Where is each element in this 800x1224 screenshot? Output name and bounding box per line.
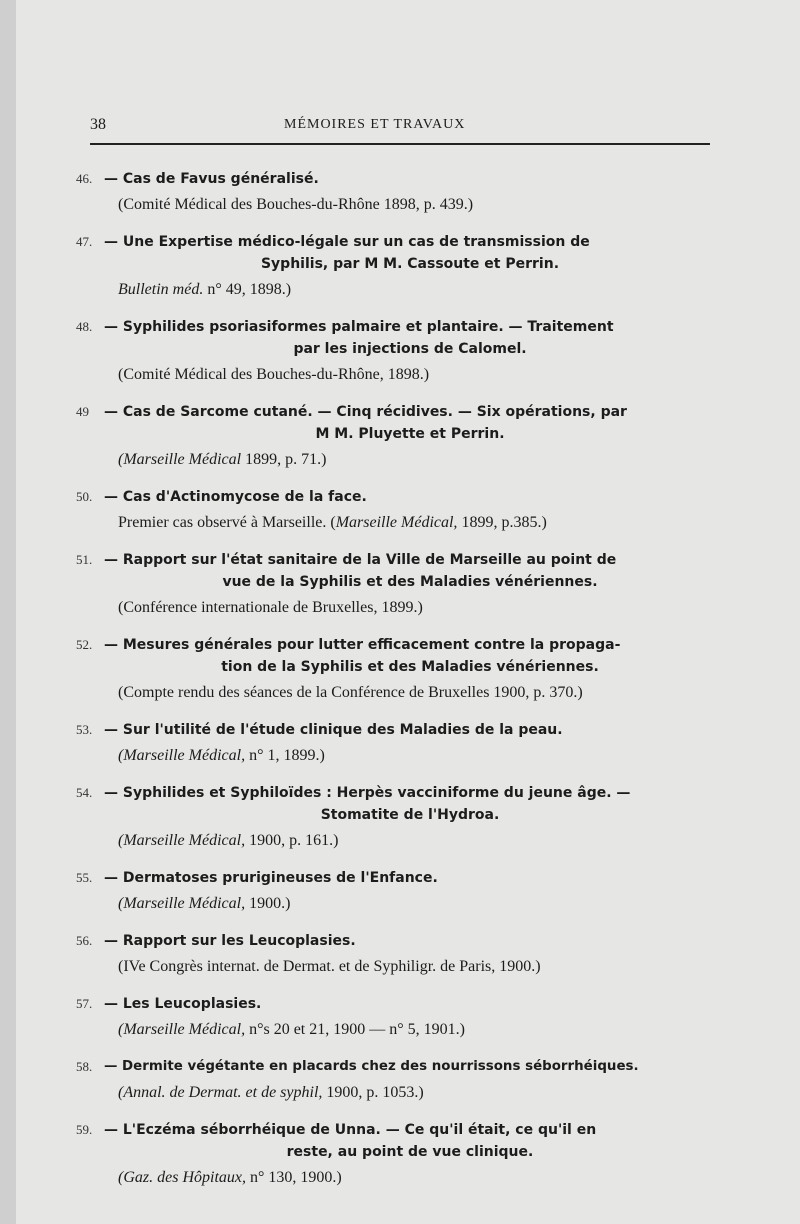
list-item — [76, 401, 716, 472]
entry-title-continuation: M M. Pluyette et Perrin. — [315, 426, 505, 442]
journal-name: (Marseille Médical, — [118, 895, 246, 912]
entry-number: 58. — [76, 1059, 93, 1074]
list-item — [76, 867, 716, 916]
journal-name: (Gaz. des Hôpitaux, — [118, 1169, 246, 1186]
entry-number: 52. — [76, 637, 93, 652]
journal-name: (Marseille Médical, — [118, 747, 246, 764]
citation-details: 1899, p. 71.) — [241, 451, 327, 468]
entry-reference — [118, 1165, 716, 1190]
list-item — [76, 486, 716, 535]
journal-name: (Marseille Médical, — [118, 832, 246, 849]
citation-details: 1899, p.385.) — [457, 514, 547, 531]
entry-number: 49 — [76, 404, 89, 419]
journal-name: Marseille Médical, — [335, 514, 458, 531]
entry-number: 53. — [76, 722, 93, 737]
list-item — [76, 549, 716, 620]
list-item — [76, 782, 716, 853]
entry-reference — [118, 510, 716, 535]
entry-title: — Dermite végétante en placards chez des nourrissons séborrhéiques. — [104, 1059, 639, 1074]
list-item — [76, 719, 716, 768]
page — [16, 0, 800, 1224]
entry-title-continuation: vue de la Syphilis et des Maladies vénériennes. — [222, 574, 598, 590]
entry-title: — Cas de Sarcome cutané. — Cinq récidives. — Six opérations, par — [104, 404, 627, 420]
entry-title: — Cas d'Actinomycose de la face. — [104, 489, 367, 505]
citation-details: n° 130, 1900.) — [245, 1169, 342, 1186]
entry-number: 55. — [76, 870, 93, 885]
list-item — [76, 231, 716, 302]
entry-title: — Dermatoses prurigineuses de l'Enfance. — [104, 870, 438, 886]
entry-title: — Syphilides et Syphiloïdes : Herpès vacciniforme du jeune âge. — — [104, 785, 631, 801]
journal-name: (Annal. de Dermat. et de syphil, — [118, 1084, 323, 1101]
entry-title-continuation: par les injections de Calomel. — [293, 341, 527, 357]
entry-reference — [118, 447, 716, 472]
entry-number: 56. — [76, 933, 93, 948]
entry-title-continuation: reste, au point de vue clinique. — [286, 1144, 534, 1160]
entry-number: 47. — [76, 234, 93, 249]
entry-title-continuation: Syphilis, par M M. Cassoute et Perrin. — [260, 256, 560, 272]
list-item — [76, 168, 716, 217]
entry-number: 46. — [76, 171, 93, 186]
publication-list — [76, 168, 716, 1190]
entry-reference: (Conférence internationale de Bruxelles, 1899.) — [118, 599, 423, 616]
entry-title-continuation: tion de la Syphilis et des Maladies vénériennes. — [221, 659, 599, 675]
entry-reference — [118, 743, 716, 768]
entry-number: 50. — [76, 489, 93, 504]
journal-name: Bulletin méd. — [118, 281, 204, 298]
entry-title: — Cas de Favus généralisé. — [104, 171, 319, 187]
entry-reference: (Compte rendu des séances de la Conférence de Bruxelles 1900, p. 370.) — [118, 684, 583, 701]
list-item — [76, 634, 716, 705]
citation-details: 1900, p. 161.) — [245, 832, 339, 849]
entry-number: 59. — [76, 1122, 93, 1137]
entry-reference — [118, 891, 716, 916]
entry-number: 54. — [76, 785, 93, 800]
citation-details: 1900.) — [245, 895, 291, 912]
header-rule — [90, 143, 710, 145]
entry-reference — [118, 828, 716, 853]
entry-reference — [118, 1017, 716, 1042]
entry-title: — L'Eczéma séborrhéique de Unna. — Ce qu'il était, ce qu'il en — [104, 1122, 597, 1138]
list-item — [76, 930, 716, 979]
page-header — [90, 116, 710, 138]
journal-name: (Marseille Médical, — [118, 1021, 246, 1038]
page-number: 38 — [90, 116, 106, 133]
running-title: MÉMOIRES ET TRAVAUX — [284, 117, 466, 132]
citation-details: n° 49, 1898.) — [203, 281, 292, 298]
entry-number: 51. — [76, 552, 93, 567]
entry-title: — Les Leucoplasies. — [104, 996, 262, 1012]
citation-details: 1900, p. 1053.) — [322, 1084, 424, 1101]
citation-details: n° 1, 1899.) — [245, 747, 325, 764]
entry-title: — Sur l'utilité de l'étude clinique des Maladies de la peau. — [104, 722, 563, 738]
entry-title: — Mesures générales pour lutter efficacement contre la propaga- — [104, 637, 621, 653]
list-item — [76, 1119, 716, 1190]
list-item — [76, 316, 716, 387]
list-item — [76, 1056, 716, 1105]
entry-reference: (Comité Médical des Bouches-du-Rhône, 1898.) — [118, 366, 430, 383]
entry-reference: (Comité Médical des Bouches-du-Rhône 1898, p. 439.) — [118, 196, 474, 213]
entry-title-continuation: Stomatite de l'Hydroa. — [320, 807, 500, 823]
entry-title: — Rapport sur l'état sanitaire de la Ville de Marseille au point de — [104, 552, 617, 568]
journal-name: (Marseille Médical — [118, 451, 242, 468]
entry-title: — Rapport sur les Leucoplasies. — [104, 933, 356, 949]
entry-reference — [118, 277, 716, 302]
entry-title: — Syphilides psoriasiformes palmaire et plantaire. — Traitement — [104, 319, 614, 335]
entry-reference: (IVe Congrès internat. de Dermat. et de Syphiligr. de Paris, 1900.) — [118, 958, 541, 975]
entry-number: 57. — [76, 996, 93, 1011]
citation-note: Premier cas observé à Marseille. ( — [118, 514, 336, 531]
entry-title: — Une Expertise médico-légale sur un cas de transmission de — [104, 234, 590, 250]
list-item — [76, 993, 716, 1042]
citation-details: n°s 20 et 21, 1900 — n° 5, 1901.) — [245, 1021, 465, 1038]
entry-number: 48. — [76, 319, 93, 334]
entry-reference — [118, 1080, 716, 1105]
